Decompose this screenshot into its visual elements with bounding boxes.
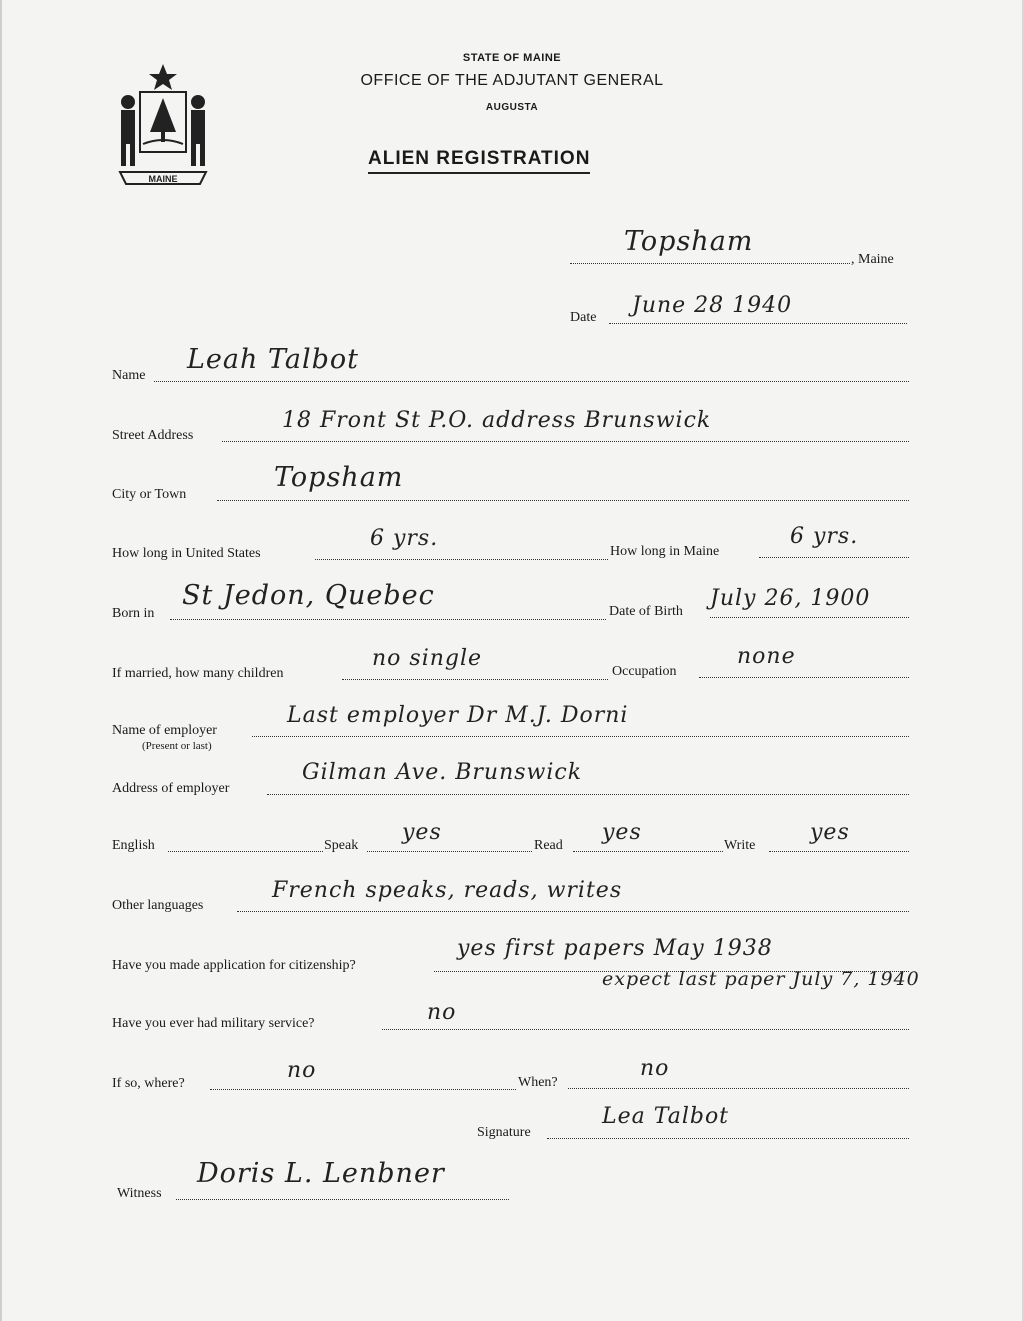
date-label: Date [570,310,597,325]
when-line [568,1088,909,1089]
how-long-us-line [315,559,608,560]
children-label: If married, how many children [112,666,284,681]
born-in-value: St Jedon, Quebec [182,580,435,611]
witness-value: Doris L. Lenbner [197,1158,445,1189]
date-line [609,323,907,324]
witness-line [176,1199,509,1200]
read-value: yes [602,820,642,845]
write-line [769,851,909,852]
city-label: City or Town [112,487,187,502]
occupation-value: none [737,644,796,669]
where-value: no [287,1058,317,1083]
other-languages-label: Other languages [112,898,204,913]
when-label: When? [518,1075,558,1090]
citizenship-note: expect last paper July 7, 1940 [602,968,920,990]
born-in-label: Born in [112,606,155,621]
employer-sublabel: (Present or last) [142,740,212,752]
employer-address-value: Gilman Ave. Brunswick [302,760,583,785]
signature-line [547,1138,909,1139]
city-value: Topsham [274,462,404,493]
signature-label: Signature [477,1125,531,1140]
dob-value: July 26, 1900 [710,586,871,611]
read-line [573,851,723,852]
how-long-us-value: 6 yrs. [370,526,439,551]
english-label: English [112,838,155,853]
form-title: ALIEN REGISTRATION [368,148,590,174]
place-line [570,263,850,264]
employer-address-line [267,794,909,795]
street-value: 18 Front St P.O. address Brunswick [282,408,712,433]
place-value: Topsham [624,226,754,257]
where-label: If so, where? [112,1076,185,1091]
other-languages-value: French speaks, reads, writes [272,878,623,903]
place-suffix: , Maine [851,252,894,267]
state-heading: STATE OF MAINE [462,52,562,64]
where-line [210,1089,516,1090]
military-label: Have you ever had military service? [112,1016,315,1031]
citizenship-label: Have you made application for citizenship? [112,958,356,973]
military-line [382,1029,909,1030]
office-heading: OFFICE OF THE ADJUTANT GENERAL [360,72,664,89]
date-value: June 28 1940 [632,293,793,318]
street-label: Street Address [112,428,194,443]
speak-label: Speak [324,838,359,853]
citizenship-value: yes first papers May 1938 [457,936,773,961]
dob-label: Date of Birth [609,604,683,619]
how-long-us-label: How long in United States [112,546,261,561]
speak-value: yes [402,820,442,845]
dob-line [710,617,909,618]
street-line [222,441,909,442]
witness-label: Witness [117,1186,162,1201]
read-label: Read [534,838,563,853]
city-line [217,500,909,501]
military-value: no [427,1000,457,1025]
svg-text:MAINE: MAINE [148,174,178,184]
name-line [154,381,909,382]
signature-value: Lea Talbot [602,1104,730,1129]
children-line [342,679,608,680]
employer-label: Name of employer [112,723,217,738]
employer-value: Last employer Dr M.J. Dorni [287,703,629,728]
employer-line [252,736,909,737]
born-in-line [170,619,606,620]
children-value: no single [372,646,483,671]
write-label: Write [724,838,756,853]
name-label: Name [112,368,146,383]
employer-address-label: Address of employer [112,781,230,796]
other-languages-line [237,911,909,912]
write-value: yes [810,820,850,845]
when-value: no [640,1056,670,1081]
city-heading: AUGUSTA [485,102,539,113]
maine-seal-emblem [110,62,216,190]
how-long-maine-line [759,557,909,558]
how-long-maine-value: 6 yrs. [790,524,859,549]
how-long-maine-label: How long in Maine [610,544,720,559]
name-value: Leah Talbot [187,344,360,375]
speak-line [367,851,532,852]
occupation-line [699,677,909,678]
occupation-label: Occupation [612,664,677,679]
english-line [168,851,323,852]
